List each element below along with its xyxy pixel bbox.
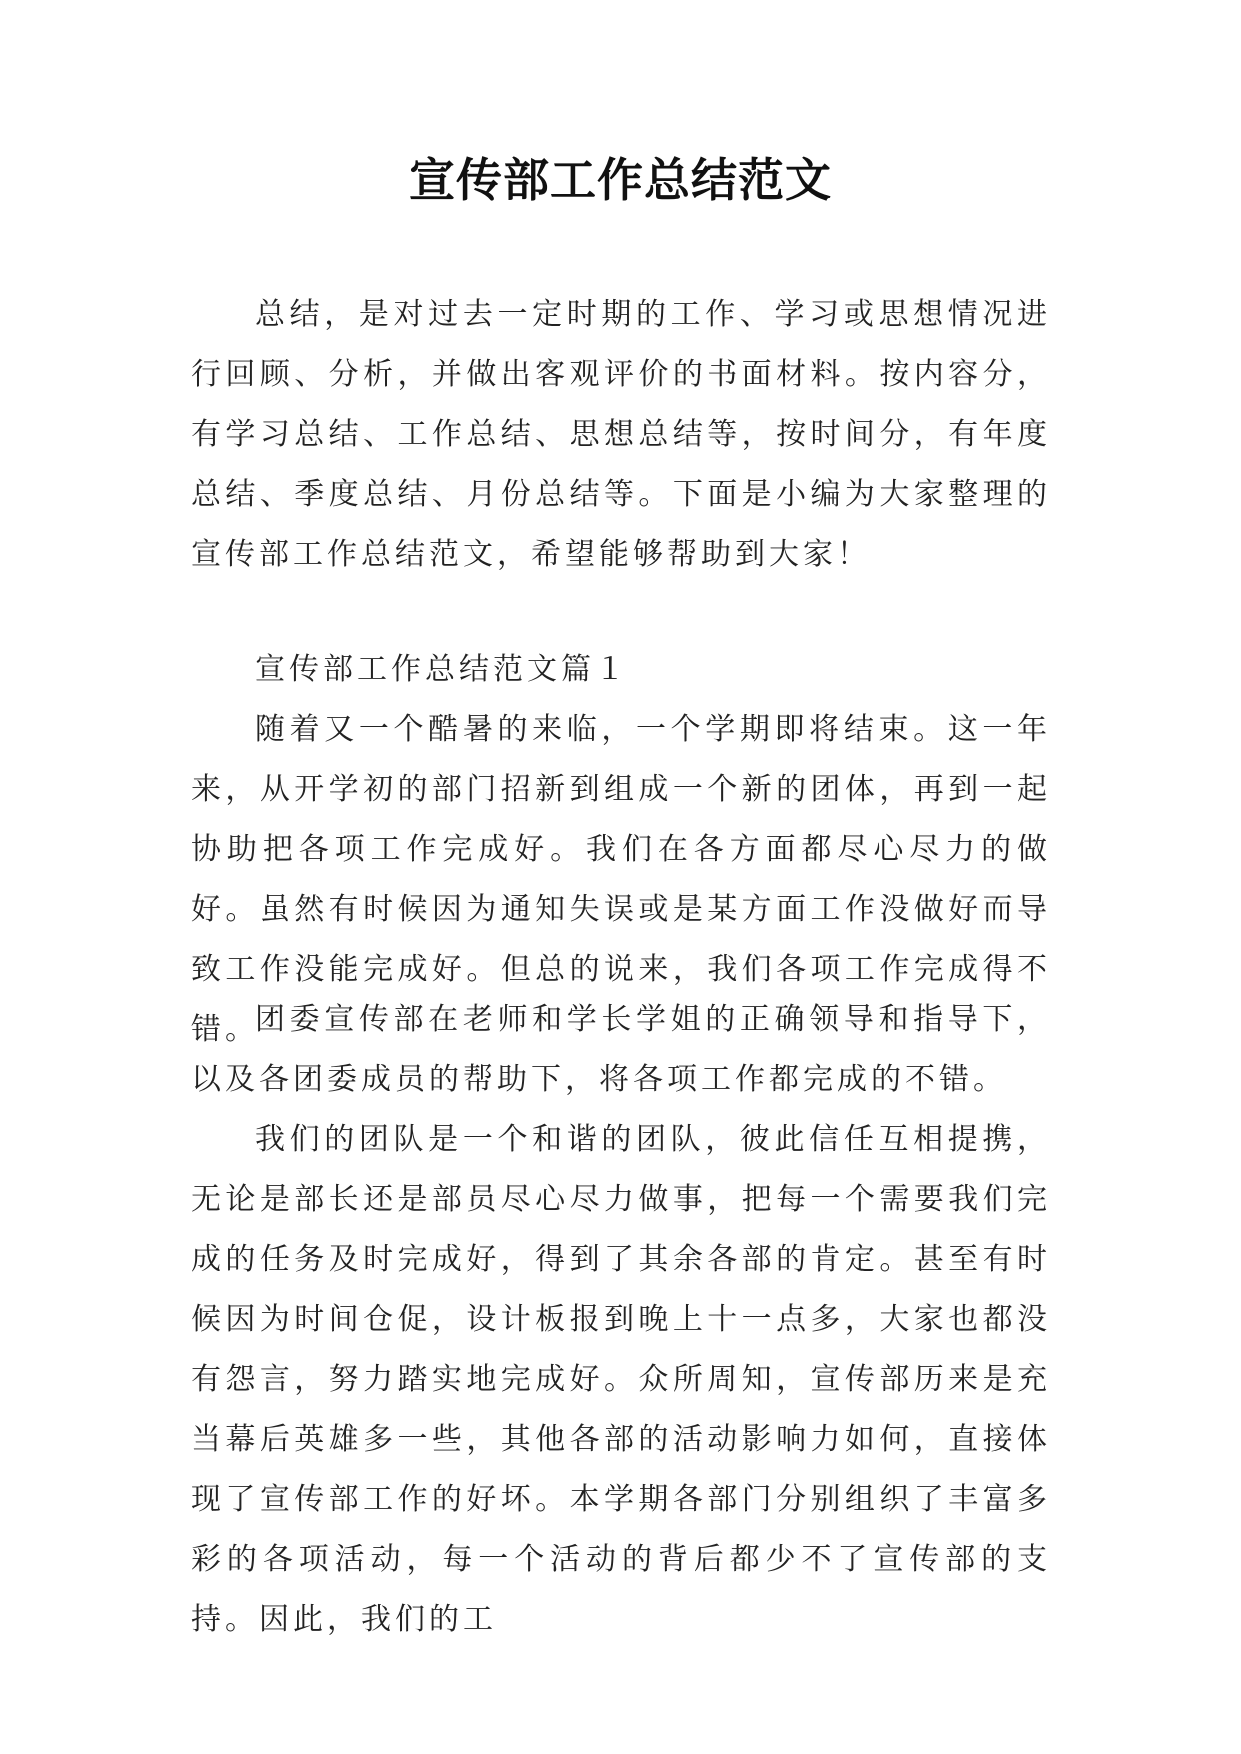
body-paragraph-1: 随着又一个酷暑的来临，一个学期即将结束。这一年来，从开学初的部门招新到组成一个新的团体，再到一起协助把各项工作完成好。我们在各方面都尽心尽力的做好。虽然有时候因为通知失误或是某方面工作没做好而导致工作没能完成好。但总的说来，我们各项工作完成得不错。: [191, 712, 1051, 1047]
section-heading: 宣传部工作总结范文篇１: [255, 652, 629, 687]
body-paragraph-3: 我们的团队是一个和谐的团队，彼此信任互相提携，无论是部长还是部员尽心尽力做事，把每一个需要我们完成的任务及时完成好，得到了其余各部的肯定。甚至有时候因为时间仓促，设计板报到晚上十一点多，大家也都没有怨言，努力踏实地完成好。众所周知，宣传部历来是充当幕后英雄多一些，其他各部的活动影响力如何，直接体现了宣传部工作的好坏。本学期各部门分别组织了丰富多彩的各项活动，每一个活动的背后都少不了宣传部的支持。因此，我们的工: [191, 1122, 1051, 1637]
intro-paragraph: 总结，是对过去一定时期的工作、学习或思想情况进行回顾、分析，并做出客观评价的书面材料。按内容分，有学习总结、工作总结、思想总结等，按时间分，有年度总结、季度总结、月份总结等。下面是小编为大家整理的宣传部工作总结范文，希望能够帮助到大家！: [191, 297, 1051, 572]
body-paragraph-2: 团委宣传部在老师和学长学姐的正确领导和指导下，以及各团委成员的帮助下，将各项工作都完成的不错。: [191, 1002, 1051, 1097]
page-title: 宣传部工作总结范文: [409, 153, 832, 207]
